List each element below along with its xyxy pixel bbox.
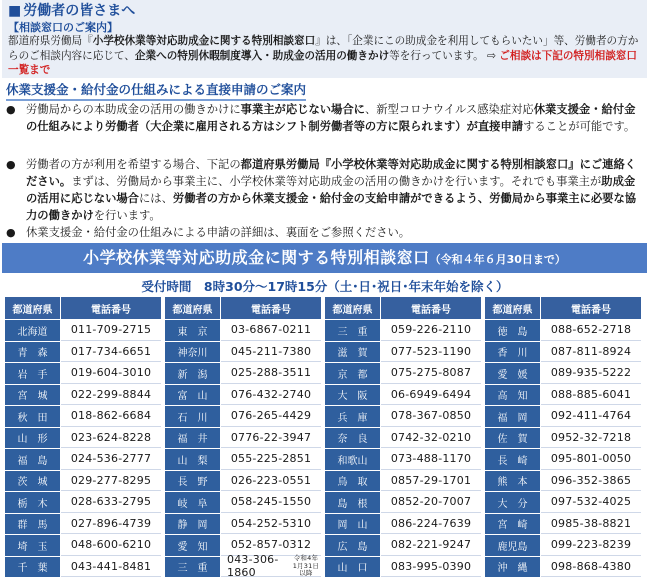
phone-cell: 048-600-6210	[61, 535, 161, 556]
prefecture-cell: 富 山	[165, 385, 220, 406]
table-row	[165, 320, 322, 341]
table-row	[165, 342, 322, 363]
prefecture-cell: 山 形	[5, 428, 60, 449]
table-row	[5, 514, 162, 535]
phone-cell	[221, 553, 321, 579]
table-row	[485, 449, 642, 470]
header-prefecture: 都道府県	[325, 297, 380, 319]
prefecture-cell: 三 重	[325, 320, 380, 341]
prefecture-cell: 栃 木	[5, 492, 60, 513]
prefecture-cell: 鹿児島	[485, 535, 540, 556]
prefecture-cell: 愛 知	[165, 535, 220, 556]
prefecture-cell: 石 川	[165, 406, 220, 427]
b1-text-b: 、新型コロナウイルス感染症対応	[364, 103, 534, 116]
note-line-1: 令和4年	[293, 554, 319, 562]
prefecture-cell: 香 川	[485, 342, 540, 363]
prefecture-cell: 滋 賀	[325, 342, 380, 363]
prefecture-cell: 山 口	[325, 557, 380, 578]
header-prefecture: 都道府県	[165, 297, 220, 319]
header-phone: 電話番号	[221, 297, 321, 319]
table-row	[5, 557, 162, 578]
table-row	[325, 557, 482, 578]
table-title-bar	[2, 243, 647, 273]
contact-table	[5, 297, 645, 579]
phone-cell: 083-995-0390	[381, 557, 481, 578]
table-row	[485, 406, 642, 427]
prefecture-cell: 兵 庫	[325, 406, 380, 427]
b2-bold-b: 助成金の活用に応じない場合	[26, 175, 636, 205]
table-row	[165, 553, 322, 579]
bullet-item-3	[6, 224, 640, 241]
phone-cell: 0952-32-7218	[541, 428, 641, 449]
prefecture-cell: 三 重	[165, 557, 220, 578]
phone-cell: 029-277-8295	[61, 471, 161, 492]
table-column	[325, 297, 482, 577]
prefecture-cell: 広 島	[325, 535, 380, 556]
table-row	[325, 492, 482, 513]
prefecture-cell: 熊 本	[485, 471, 540, 492]
table-row	[325, 428, 482, 449]
phone-cell: 019-604-3010	[61, 363, 161, 384]
table-title: 小学校休業等対応助成金に関する特別相談窓口	[83, 248, 430, 267]
table-row	[5, 320, 162, 341]
reception-hours: 受付時間 8時30分～17時15分（土･日･祝日･年末年始を除く）	[141, 279, 509, 294]
phone-cell: 022-299-8844	[61, 385, 161, 406]
table-header-row	[325, 297, 482, 319]
phone-cell: 052-857-0312	[221, 535, 321, 556]
prefecture-cell: 福 井	[165, 428, 220, 449]
intro-bold-2: 企業への特別休暇制度導入・助成金の活用の働きかけ	[134, 49, 390, 62]
table-row	[485, 363, 642, 384]
intro-bold-1: 小学校休業等対応助成金に関する特別相談窓口	[92, 35, 316, 47]
prefecture-cell: 長 野	[165, 471, 220, 492]
header-prefecture: 都道府県	[485, 297, 540, 319]
phone-cell: 086-224-7639	[381, 514, 481, 535]
phone-cell: 092-411-4764	[541, 406, 641, 427]
bullet-dot-icon: ●	[6, 158, 16, 171]
prefecture-cell: 神奈川	[165, 342, 220, 363]
phone-cell: 082-221-9247	[381, 535, 481, 556]
table-row	[485, 342, 642, 363]
header-phone: 電話番号	[381, 297, 481, 319]
prefecture-cell: 島 根	[325, 492, 380, 513]
b2-text-d: を行います。	[93, 209, 161, 222]
table-row	[165, 385, 322, 406]
header-phone: 電話番号	[61, 297, 161, 319]
phone-cell: 096-352-3865	[541, 471, 641, 492]
prefecture-cell: 徳 島	[485, 320, 540, 341]
table-header-row	[5, 297, 162, 319]
note-line-2: 1月31日以降	[292, 561, 320, 577]
phone-cell: 059-226-2110	[381, 320, 481, 341]
bullet-text-1	[6, 101, 640, 135]
consultation-info-box	[2, 0, 647, 78]
prefecture-cell: 新 潟	[165, 363, 220, 384]
table-row	[165, 492, 322, 513]
prefecture-cell: 青 森	[5, 342, 60, 363]
table-row	[485, 557, 642, 578]
b2-bold-c: 労働者の方から休業支援金・給付金の支給申請ができるよう、労働局から事業主に必要な協力の働きかけ	[26, 192, 637, 222]
phone-cell: 099-223-8239	[541, 535, 641, 556]
prefecture-cell: 秋 田	[5, 406, 60, 427]
prefecture-cell: 長 崎	[485, 449, 540, 470]
phone-cell: 028-633-2795	[61, 492, 161, 513]
phone-cell: 095-801-0050	[541, 449, 641, 470]
phone-number: 043-306-1860	[227, 553, 279, 579]
phone-cell: 017-734-6651	[61, 342, 161, 363]
table-column	[5, 297, 162, 577]
phone-cell: 076-432-2740	[221, 385, 321, 406]
table-row	[325, 320, 482, 341]
phone-cell: 098-868-4380	[541, 557, 641, 578]
table-row	[165, 428, 322, 449]
table-row	[485, 428, 642, 449]
table-row	[485, 535, 642, 556]
table-row	[165, 449, 322, 470]
phone-cell: 06-6949-6494	[381, 385, 481, 406]
prefecture-cell: 大 分	[485, 492, 540, 513]
consultation-subheading: 【相談窓口のご案内】	[8, 21, 118, 34]
table-row	[325, 514, 482, 535]
phone-cell: 03-6867-0211	[221, 320, 321, 341]
phone-cell: 043-441-8481	[61, 557, 161, 578]
phone-cell: 076-265-4429	[221, 406, 321, 427]
table-row	[325, 406, 482, 427]
intro-paragraph	[8, 34, 640, 78]
table-row	[325, 385, 482, 406]
page-title-text: 労働者の皆さまへ	[23, 3, 136, 19]
table-row	[5, 471, 162, 492]
prefecture-cell: 岩 手	[5, 363, 60, 384]
header-prefecture: 都道府県	[5, 297, 60, 319]
table-row	[165, 471, 322, 492]
phone-cell: 0742-32-0210	[381, 428, 481, 449]
intro-text-1: 都道府県労働局『	[8, 35, 93, 47]
phone-cell: 024-536-2777	[61, 449, 161, 470]
phone-cell: 088-885-6041	[541, 385, 641, 406]
phone-cell: 073-488-1170	[381, 449, 481, 470]
table-row	[325, 471, 482, 492]
table-row	[485, 514, 642, 535]
phone-change-note	[291, 555, 321, 578]
bullet-text-2	[6, 156, 640, 224]
prefecture-cell: 愛 媛	[485, 363, 540, 384]
phone-cell: 025-288-3511	[221, 363, 321, 384]
table-row	[165, 514, 322, 535]
prefecture-cell: 静 岡	[165, 514, 220, 535]
phone-cell: 055-225-2851	[221, 449, 321, 470]
prefecture-cell: 岐 阜	[165, 492, 220, 513]
prefecture-cell: 宮 崎	[485, 514, 540, 535]
bullet-item-1	[6, 101, 640, 135]
intro-text-2: 』は、「企業にこの助成金を利用してもらいたい」等、労働者の方からのご相談内容に応じて、	[8, 35, 639, 62]
page-title	[8, 0, 135, 20]
bullet-dot-icon: ●	[6, 103, 16, 116]
table-row	[325, 363, 482, 384]
bullet-item-2	[6, 156, 640, 224]
table-row	[5, 363, 162, 384]
table-row	[325, 449, 482, 470]
intro-text-3: 等を行っています。 ⇨	[389, 49, 500, 62]
phone-cell: 089-935-5222	[541, 363, 641, 384]
prefecture-cell: 沖 縄	[485, 557, 540, 578]
phone-cell: 0985-38-8821	[541, 514, 641, 535]
phone-cell: 087-811-8924	[541, 342, 641, 363]
b2-text-b: まずは、労働局から事業主に、小学校休業等対応助成金の活用の働きかけを行います。それでも事業主が	[71, 175, 602, 188]
phone-cell: 011-709-2715	[61, 320, 161, 341]
square-bullet-icon: ■	[8, 3, 22, 19]
b1-text-c: することが可能です。	[523, 120, 636, 133]
prefecture-cell: 福 島	[5, 449, 60, 470]
prefecture-cell: 東 京	[165, 320, 220, 341]
table-column	[165, 297, 322, 577]
b1-bold-b: 休業支援金・給付金の仕組みにより労働者（大企業に雇用される方はシフト制労働者等の方に限られます）が直接申請	[26, 103, 636, 133]
section-title: 休業支援金・給付金の仕組みによる直接申請のご案内	[6, 80, 306, 101]
prefecture-cell: 奈 良	[325, 428, 380, 449]
bullet-dot-icon: ●	[6, 226, 16, 239]
table-deadline: （令和４年６月30日まで）	[429, 253, 566, 266]
phone-cell: 027-896-4739	[61, 514, 161, 535]
phone-cell: 054-252-5310	[221, 514, 321, 535]
phone-cell: 045-211-7380	[221, 342, 321, 363]
table-row	[325, 342, 482, 363]
phone-cell: 058-245-1550	[221, 492, 321, 513]
table-row	[5, 428, 162, 449]
prefecture-cell: 千 葉	[5, 557, 60, 578]
prefecture-cell: 京 都	[325, 363, 380, 384]
phone-cell: 026-223-0551	[221, 471, 321, 492]
table-row	[5, 385, 162, 406]
phone-cell: 078-367-0850	[381, 406, 481, 427]
prefecture-cell: 北海道	[5, 320, 60, 341]
b1-bold-a: 事業主が応じない場合に	[240, 103, 365, 116]
prefecture-cell: 和歌山	[325, 449, 380, 470]
prefecture-cell: 宮 城	[5, 385, 60, 406]
prefecture-cell: 山 梨	[165, 449, 220, 470]
prefecture-cell: 佐 賀	[485, 428, 540, 449]
prefecture-cell: 大 阪	[325, 385, 380, 406]
phone-cell: 023-624-8228	[61, 428, 161, 449]
phone-cell: 0776-22-3947	[221, 428, 321, 449]
phone-cell: 0852-20-7007	[381, 492, 481, 513]
table-row	[165, 363, 322, 384]
phone-cell: 0857-29-1701	[381, 471, 481, 492]
prefecture-cell: 福 岡	[485, 406, 540, 427]
table-row	[5, 492, 162, 513]
b1-text-a: 労働局からの本助成金の活用の働きかけに	[26, 103, 241, 116]
prefecture-cell: 高 知	[485, 385, 540, 406]
table-column	[485, 297, 642, 577]
table-row	[485, 320, 642, 341]
header-phone: 電話番号	[541, 297, 641, 319]
table-row	[5, 535, 162, 556]
phone-cell: 088-652-2718	[541, 320, 641, 341]
phone-cell: 075-275-8087	[381, 363, 481, 384]
table-row	[5, 342, 162, 363]
table-row	[5, 406, 162, 427]
table-row	[325, 535, 482, 556]
b2-bold-a: 都道府県労働局『小学校休業等対応助成金に関する特別相談窓口』にご連絡ください。	[26, 158, 637, 188]
phone-cell: 097-532-4025	[541, 492, 641, 513]
b2-text-a: 労働者の方が利用を希望する場合、下記の	[26, 158, 241, 171]
b2-text-c: には、	[138, 192, 173, 205]
prefecture-cell: 群 馬	[5, 514, 60, 535]
prefecture-cell: 岡 山	[325, 514, 380, 535]
prefecture-cell: 鳥 取	[325, 471, 380, 492]
table-row	[485, 385, 642, 406]
table-row	[485, 471, 642, 492]
phone-cell: 077-523-1190	[381, 342, 481, 363]
table-header-row	[165, 297, 322, 319]
prefecture-cell: 茨 城	[5, 471, 60, 492]
table-row	[5, 449, 162, 470]
table-row	[165, 406, 322, 427]
prefecture-cell: 埼 玉	[5, 535, 60, 556]
phone-cell: 018-862-6684	[61, 406, 161, 427]
intro-red-text: ご相談は下記の特別相談窓口一覧まで	[8, 49, 637, 76]
table-header-row	[485, 297, 642, 319]
bullet-text-3: 休業支援金・給付金の仕組みによる申請の詳細は、裏面をご参照ください。	[26, 226, 411, 239]
table-row	[485, 492, 642, 513]
